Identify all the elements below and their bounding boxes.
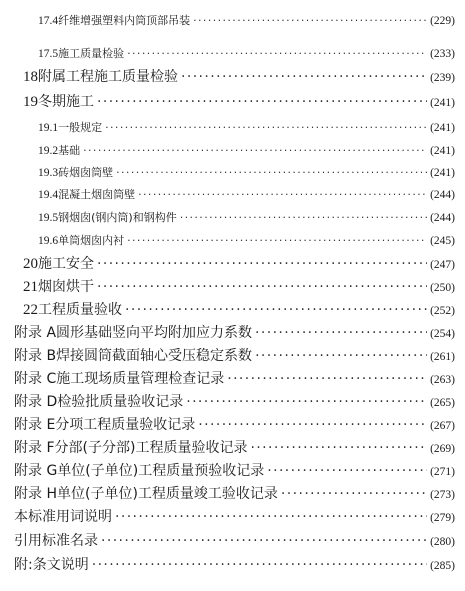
page-number: (233) [430,48,455,60]
dot-leader [198,417,427,433]
toc-entry-appendix-b[interactable] [14,345,455,365]
page-number: (280) [430,536,455,548]
toc-entry-21[interactable] [23,276,455,296]
chapter-number: 20 [23,256,38,272]
dot-leader [267,463,427,479]
chapter-title: 附属工程施工质量检验 [38,69,178,85]
appendix-title: 分项工程质量验收记录 [55,417,196,433]
page-number: (241) [430,145,455,157]
page-number: (239) [430,72,455,84]
page-number: (241) [430,122,455,134]
toc-entry-19-5[interactable] [38,209,455,225]
dot-leader [97,256,427,272]
dot-leader [101,533,427,549]
toc-entry-20[interactable] [23,253,455,273]
dot-leader [255,325,427,341]
toc-entry-19-4[interactable] [38,186,455,202]
appendix-label: 附录 F [14,440,55,456]
section-number: 19.5 [38,212,59,224]
toc-entry-22[interactable] [23,299,455,319]
appendix-title: 单位(子单位)工程质量预验收记录 [57,463,265,479]
dot-leader [193,14,427,27]
chapter-number: 21 [23,279,38,295]
page-number: (271) [430,466,455,478]
dot-leader [92,557,427,573]
toc-entry-18[interactable] [23,66,455,86]
page-number: (254) [430,328,455,340]
appendix-label: 附录 B [14,348,57,364]
toc-entry-19-6[interactable] [38,232,455,248]
page-number: (247) [430,259,455,271]
dot-leader [250,440,427,456]
section-title: 钢烟囱(钢内筒)和钢构件 [58,211,177,224]
dot-leader [97,94,427,110]
appendix-title: 圆形基础竖向平均附加应力系数 [56,325,253,341]
section-title: 纤维增强塑料内筒顶部吊装 [58,14,191,27]
toc-entry-appendix-a[interactable] [14,322,455,342]
page-number: (244) [430,189,455,201]
page-number: (279) [430,512,455,524]
dot-leader [181,69,427,85]
page-number: (241) [430,167,455,179]
page-number: (252) [430,305,455,317]
dot-leader [255,348,427,364]
appendix-title: 焊接圆筒截面轴心受压稳定系数 [56,348,253,364]
toc-entry-appendix-c[interactable] [14,368,455,388]
appendix-label: 附录 E [14,417,56,433]
section-title: 施工质量检验 [58,47,125,60]
page-number: (244) [430,212,455,224]
toc-entry-19-1[interactable] [38,119,455,135]
dot-leader [186,394,427,410]
toc-entry-appendix-e[interactable] [14,414,455,434]
toc-entry-appendix-h[interactable] [14,483,455,503]
page-number: (269) [430,443,455,455]
appendix-title: 检验批质量验收记录 [57,394,184,410]
toc-entry-clause-explanation[interactable] [14,554,455,574]
chapter-number: 22 [23,302,38,318]
toc-entry-appendix-f[interactable] [14,437,455,457]
section-number: 19.3 [38,167,59,179]
page-number: (245) [430,235,455,247]
toc-entry-referenced-standards[interactable] [14,530,455,550]
appendix-title: 分部(子分部)工程质量验收记录 [54,440,248,456]
section-title: 一般规定 [58,121,103,134]
chapter-title: 工程质量验收 [38,302,122,318]
chapter-title: 烟囱烘干 [38,279,94,295]
toc-entry-wording-explanation[interactable] [14,506,455,526]
section-number: 17.4 [38,15,59,27]
section-number: 19.1 [38,122,59,134]
dot-leader [125,302,427,318]
section-number: 19.2 [38,145,59,157]
dot-leader [127,234,427,247]
section-title: 基础 [58,144,81,157]
dot-leader [227,371,427,387]
section-number: 19.4 [38,189,59,201]
appendix-title: 单位(子单位)工程质量竣工验收记录 [56,486,278,502]
appendix-title: 施工现场质量管理检查记录 [56,371,225,387]
toc-entry-appendix-g[interactable] [14,460,455,480]
page-number: (273) [430,489,455,501]
dot-leader [138,188,427,201]
dot-leader [115,509,427,525]
page-number: (263) [430,374,455,386]
toc-entry-19[interactable] [23,91,455,111]
toc-entry-19-3[interactable] [38,164,455,180]
appendix-label: 附录 H [14,486,57,502]
page-number: (285) [430,560,455,572]
dot-leader [105,121,427,134]
appendix-label: 附录 G [14,463,58,479]
section-number: 19.6 [38,235,59,247]
page-number: (265) [430,397,455,409]
section-title: 砖烟囱筒壁 [58,166,114,179]
entry-title: 引用标准名录 [14,533,98,549]
chapter-title: 施工安全 [38,256,94,272]
toc-entry-17-5[interactable] [38,45,455,61]
dot-leader [180,211,427,224]
page-number: (229) [430,15,455,27]
page-number: (250) [430,282,455,294]
section-title: 混凝土烟囱筒壁 [58,188,136,201]
dot-leader [116,166,427,179]
page-number: (267) [430,420,455,432]
dot-leader [281,486,427,502]
chapter-number: 19 [23,94,38,110]
dot-leader [97,279,427,295]
page-number: (241) [430,97,455,109]
dot-leader [127,47,427,60]
dot-leader [83,144,427,157]
toc-entry-17-4[interactable] [38,12,455,28]
page-number: (261) [430,351,455,363]
appendix-label: 附录 D [14,394,58,410]
entry-title: 本标准用词说明 [14,509,112,525]
section-number: 17.5 [38,48,59,60]
toc-entry-19-2[interactable] [38,142,455,158]
entry-title: 附:条文说明 [14,557,89,573]
chapter-title: 冬期施工 [38,94,94,110]
section-title: 单筒烟囱内衬 [58,234,125,247]
chapter-number: 18 [23,69,38,85]
appendix-label: 附录 A [14,325,57,341]
toc-entry-appendix-d[interactable] [14,391,455,411]
appendix-label: 附录 C [14,371,57,387]
